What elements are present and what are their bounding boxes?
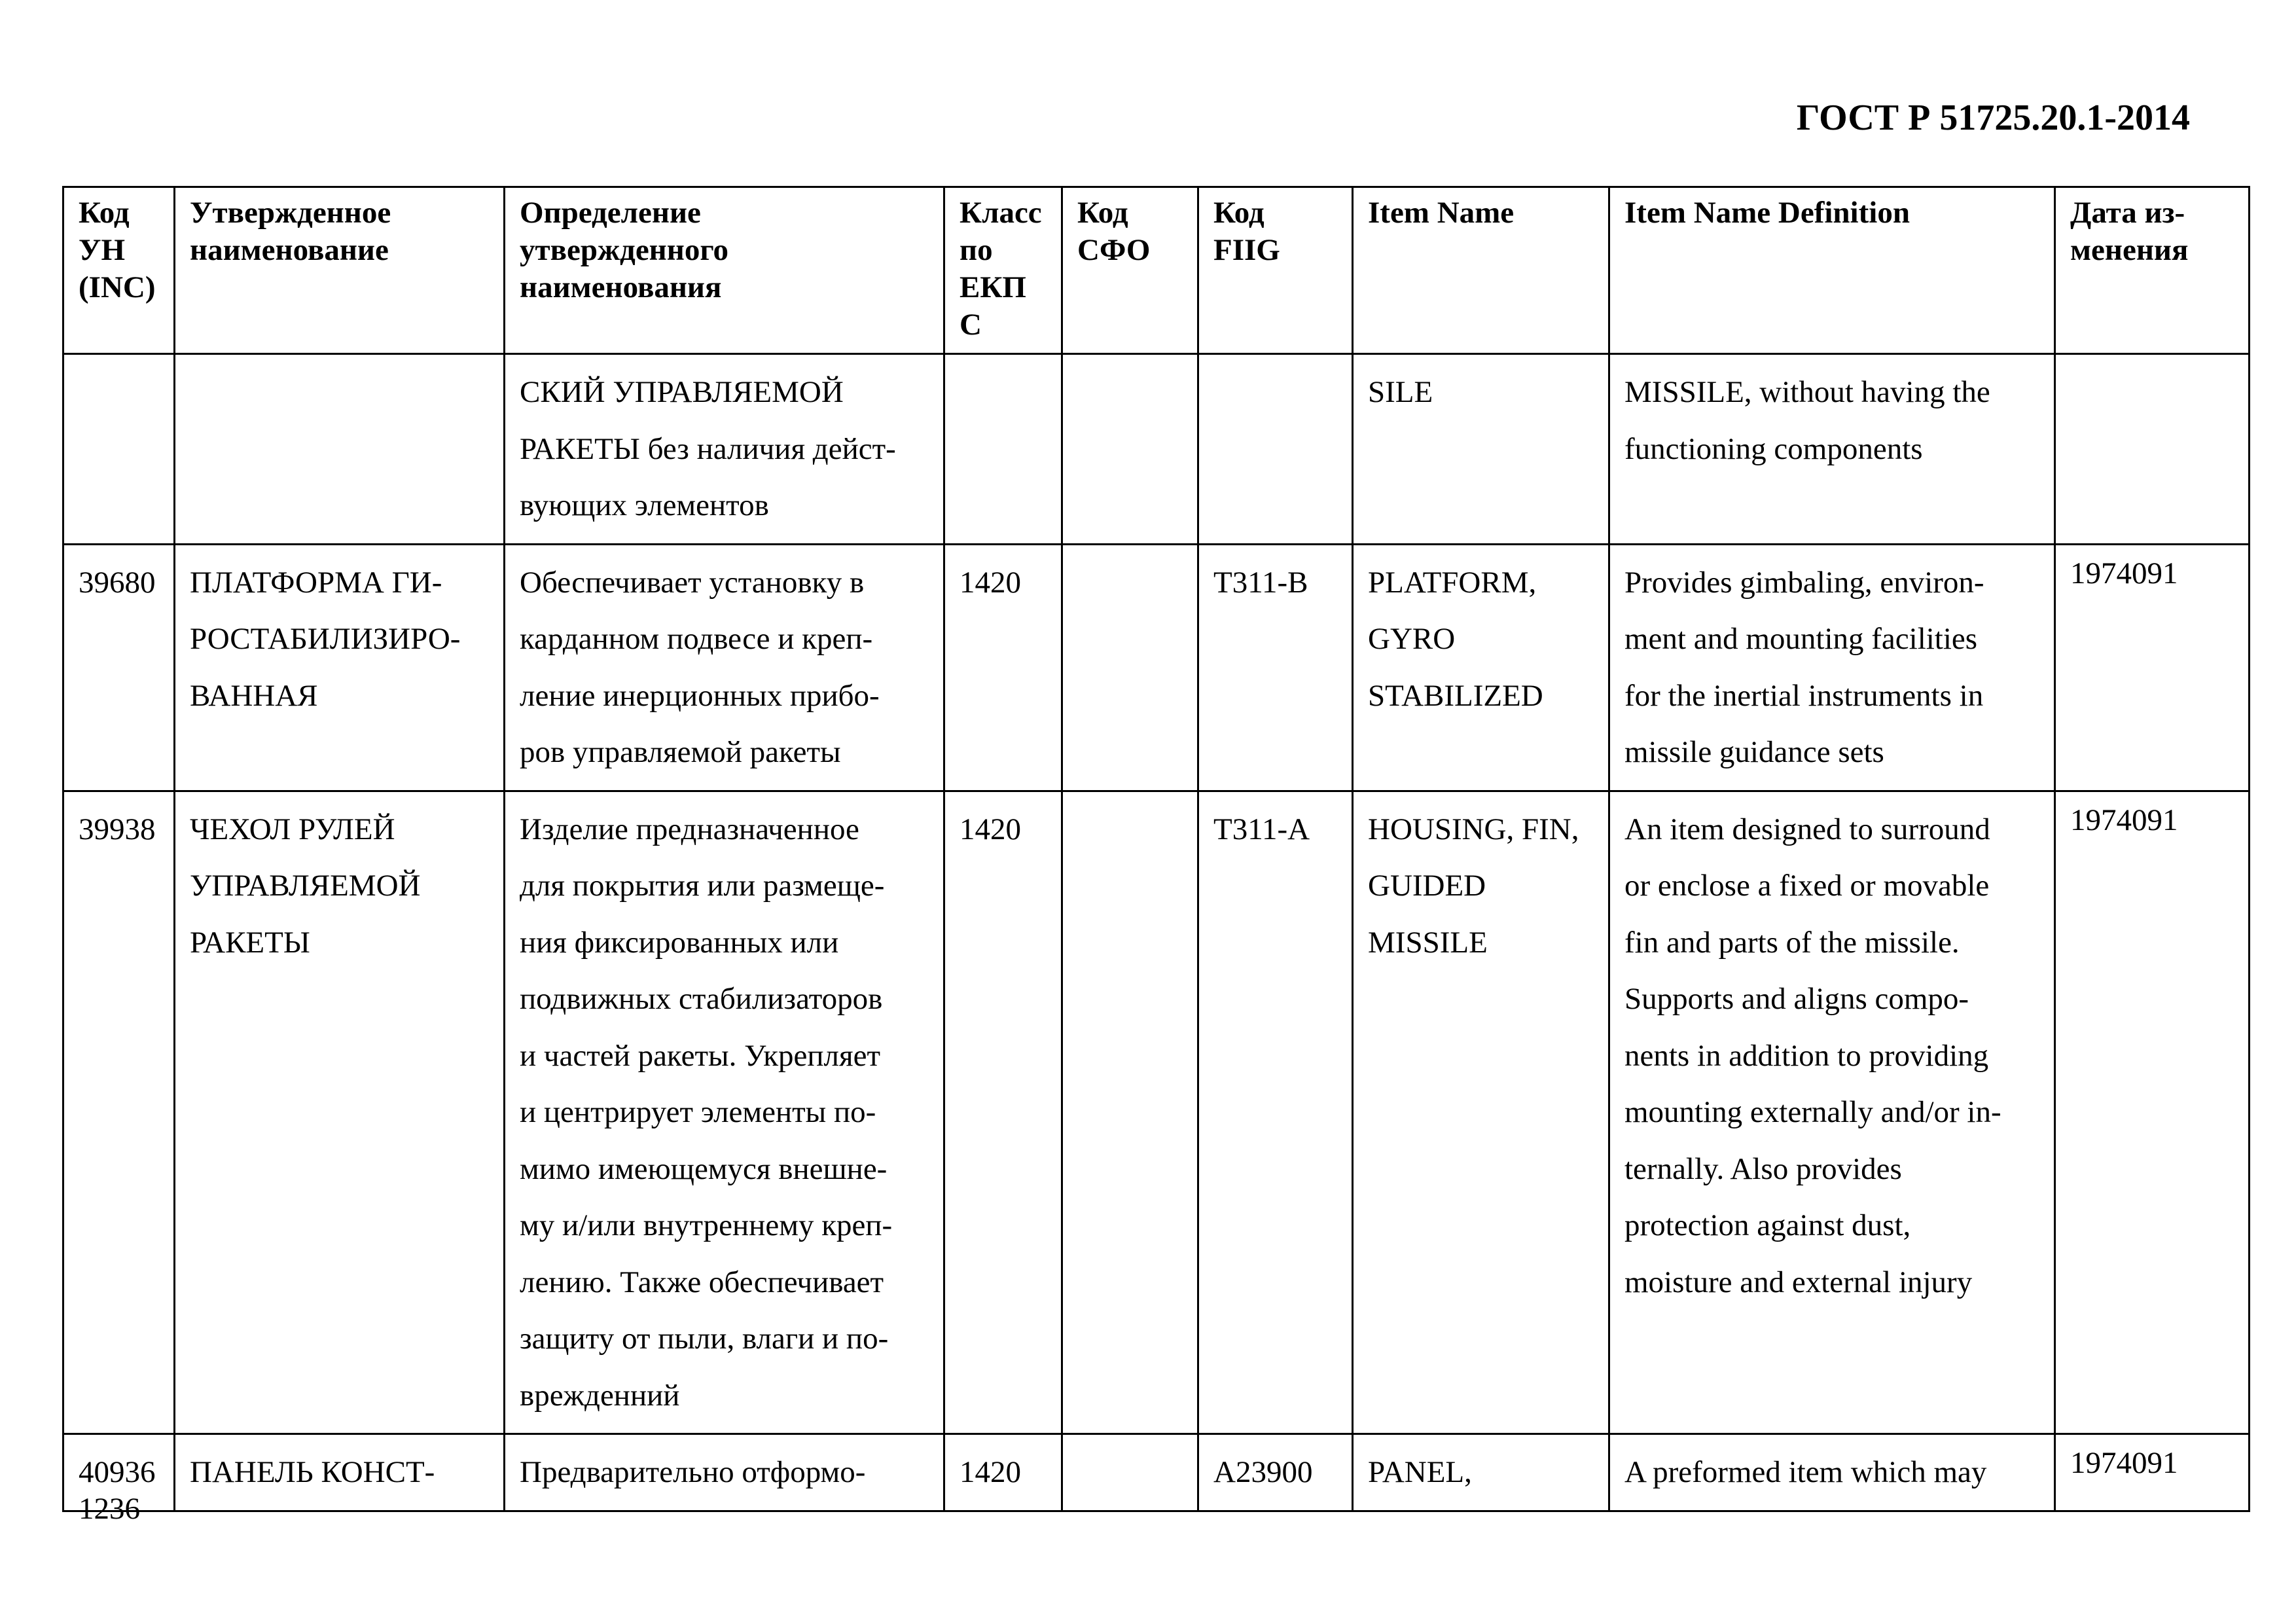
cell-fiig-code: T311-A <box>1198 791 1353 1434</box>
cell-sfo-code <box>1062 1434 1198 1511</box>
cell-item-definition: A preformed item which may <box>1609 1434 2055 1511</box>
cell-inc: 40936 <box>63 1434 175 1511</box>
cell-sfo-code <box>1062 354 1198 545</box>
cell-sfo-code <box>1062 791 1198 1434</box>
cell-item-name: SILE <box>1353 354 1609 545</box>
cell-class: 1420 <box>944 544 1062 791</box>
column-header-change-date: Дата из- менения <box>2055 187 2250 354</box>
cell-class <box>944 354 1062 545</box>
cell-sfo-code <box>1062 544 1198 791</box>
cell-change-date: 1974091 <box>2055 544 2250 791</box>
cell-definition: Обеспечивает установку в карданном подвесе и креп- ление инерционных прибо- ров управляемой ракеты <box>505 544 944 791</box>
cell-definition: СКИЙ УПРАВЛЯЕМОЙ РАКЕТЫ без наличия дейст- вующих элементов <box>505 354 944 545</box>
cell-approved-name: ПАНЕЛЬ КОНСТ- <box>175 1434 505 1511</box>
cell-class: 1420 <box>944 791 1062 1434</box>
table-row <box>63 1434 2250 1511</box>
cell-fiig-code: A23900 <box>1198 1434 1353 1511</box>
cell-item-definition: An item designed to surround or enclose a fixed or movable fin and parts of the missile. Supports and aligns compo- nents in addition to providing mounting externally and/or in- ternally. Also provides protection against dust, moisture and external injury <box>1609 791 2055 1434</box>
cell-item-definition: MISSILE, without having the functioning components <box>1609 354 2055 545</box>
cell-item-name: HOUSING, FIN, GUIDED MISSILE <box>1353 791 1609 1434</box>
cell-approved-name: ЧЕХОЛ РУЛЕЙ УПРАВЛЯЕМОЙ РАКЕТЫ <box>175 791 505 1434</box>
cell-fiig-code <box>1198 354 1353 545</box>
column-header-item-definition: Item Name Definition <box>1609 187 2055 354</box>
cell-inc <box>63 354 175 545</box>
cell-item-name: PANEL, <box>1353 1434 1609 1511</box>
table-row <box>63 544 2250 791</box>
cell-change-date: 1974091 <box>2055 791 2250 1434</box>
cell-fiig-code: T311-B <box>1198 544 1353 791</box>
column-header-item-name: Item Name <box>1353 187 1609 354</box>
cell-class: 1420 <box>944 1434 1062 1511</box>
table-row <box>63 354 2250 545</box>
page-number: 1236 <box>79 1492 140 1526</box>
table-header-row <box>63 187 2250 354</box>
cell-inc: 39938 <box>63 791 175 1434</box>
table-row <box>63 791 2250 1434</box>
cell-definition: Предварительно отформо- <box>505 1434 944 1511</box>
cell-definition: Изделие предназначенное для покрытия или размеще- ния фиксированных или подвижных стабилизаторов и частей ракеты. Укрепляет и центрирует элементы по- мимо имеющемуся внешне- му и/или внутреннему креп- лению. Также обеспечивает защиту от пыли, влаги и по- врежденний <box>505 791 944 1434</box>
cell-change-date <box>2055 354 2250 545</box>
column-header-inc: Код УН (INC) <box>63 187 175 354</box>
cell-item-definition: Provides gimbaling, environ- ment and mounting facilities for the inertial instruments in missile guidance sets <box>1609 544 2055 791</box>
cell-item-name: PLATFORM, GYRO STABILIZED <box>1353 544 1609 791</box>
cell-change-date: 1974091 <box>2055 1434 2250 1511</box>
column-header-fiig-code: Код FIIG <box>1198 187 1353 354</box>
column-header-class: Класс по ЕКП С <box>944 187 1062 354</box>
document-code: ГОСТ Р 51725.20.1-2014 <box>1796 98 2190 138</box>
cell-approved-name: ПЛАТФОРМА ГИ- РОСТАБИЛИЗИРО- ВАННАЯ <box>175 544 505 791</box>
approved-names-table <box>62 186 2250 1512</box>
column-header-approved-name: Утвержденное наименование <box>175 187 505 354</box>
column-header-sfo-code: Код СФО <box>1062 187 1198 354</box>
column-header-definition: Определение утвержденного наименования <box>505 187 944 354</box>
cell-inc: 39680 <box>63 544 175 791</box>
cell-approved-name <box>175 354 505 545</box>
